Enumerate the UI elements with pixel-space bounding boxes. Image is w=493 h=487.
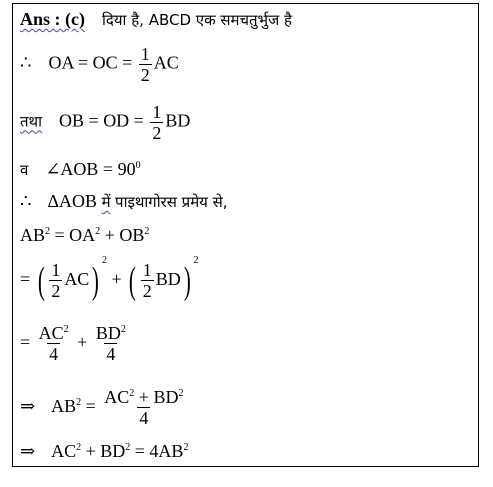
sup: 2 — [120, 324, 126, 336]
triangle-label: ΔAOB — [47, 191, 98, 211]
term: + OB — [100, 225, 145, 245]
fraction — [49, 260, 62, 301]
equals: = — [20, 269, 31, 289]
fraction-denominator: 2 — [51, 281, 61, 302]
term: AB — [20, 225, 46, 245]
plus: + — [111, 269, 122, 289]
plus: + — [77, 332, 88, 352]
implies-line-1 — [20, 382, 187, 430]
left-paren: ( — [128, 259, 136, 302]
fraction-denominator: 4 — [49, 344, 59, 365]
fraction-numerator — [94, 323, 128, 343]
fraction — [102, 387, 185, 428]
hindi-and: व — [20, 161, 29, 179]
answer-line — [20, 8, 292, 31]
implies-arrow: ⇒ — [20, 441, 36, 461]
term: + BD — [134, 387, 179, 408]
term: BD — [95, 323, 121, 344]
oa-oc-line — [20, 44, 179, 85]
term: = 4AB — [130, 441, 184, 461]
sup: 2 — [63, 324, 69, 336]
expanded-line — [20, 318, 130, 366]
fraction — [150, 102, 163, 143]
angle-line — [20, 158, 141, 181]
sup: 2 — [178, 388, 184, 400]
fraction-denominator: 2 — [142, 281, 152, 302]
fraction-denominator: 4 — [139, 408, 149, 429]
therefore-symbol: ∴ — [20, 191, 32, 211]
answer-label: Ans : (c) — [20, 9, 85, 29]
equals: = — [85, 396, 96, 416]
term: BD — [155, 269, 181, 289]
fraction — [94, 323, 128, 364]
fraction — [141, 260, 154, 301]
left-paren: ( — [37, 259, 45, 302]
fraction-numerator — [37, 323, 71, 343]
ob-od-line — [20, 102, 190, 143]
fraction — [37, 323, 71, 364]
sup: 2 — [144, 226, 150, 237]
given-statement: दिया है, ABCD एक समचतुर्भुज है — [102, 11, 292, 29]
ab-squared-line — [20, 224, 149, 246]
implies-arrow: ⇒ — [20, 396, 36, 416]
sup: 2 — [129, 388, 135, 400]
ob-od-rhs: BD — [165, 110, 191, 131]
fraction-denominator: 4 — [106, 344, 116, 365]
term: AC — [38, 323, 64, 344]
hindi-theorem: पाइथागोरस प्रमेय से, — [115, 193, 228, 211]
ob-od-lhs: OB = OD = — [59, 110, 144, 131]
hindi-also: तथा — [20, 112, 43, 131]
sup: 2 — [193, 255, 199, 266]
hindi-in: में — [101, 193, 111, 211]
equals: = — [20, 332, 31, 352]
term: AC — [64, 269, 90, 289]
oa-oc-lhs: OA = OC = — [48, 52, 133, 73]
sup: 2 — [76, 442, 82, 453]
fraction-numerator: 1 — [152, 102, 162, 122]
sup: 2 — [45, 226, 51, 237]
degree-sup: 0 — [135, 160, 141, 171]
sup: 2 — [95, 226, 101, 237]
sup: 2 — [183, 442, 189, 453]
sup: 2 — [76, 397, 82, 408]
sup: 2 — [125, 442, 131, 453]
oa-oc-rhs: AC — [153, 52, 179, 73]
right-paren: ) — [92, 259, 100, 302]
term: AB — [51, 396, 77, 416]
fraction-denominator: 2 — [140, 65, 150, 85]
fraction-denominator: 2 — [152, 123, 162, 143]
fraction-numerator — [102, 387, 185, 407]
fraction — [139, 44, 152, 85]
fraction-numerator: 1 — [140, 44, 150, 64]
right-paren: ) — [183, 259, 191, 302]
term: AC — [51, 441, 77, 461]
term: = OA — [50, 225, 96, 245]
substitution-line — [20, 254, 198, 304]
angle-text: ∠AOB = 90 — [45, 159, 136, 179]
sup: 2 — [101, 255, 107, 266]
fraction-numerator: 1 — [142, 260, 152, 281]
pythagoras-line — [20, 190, 228, 213]
term: AC — [104, 387, 130, 408]
therefore-symbol: ∴ — [20, 52, 32, 73]
implies-line-2 — [20, 440, 188, 462]
fraction-numerator: 1 — [51, 260, 61, 281]
term: + BD — [81, 441, 126, 461]
